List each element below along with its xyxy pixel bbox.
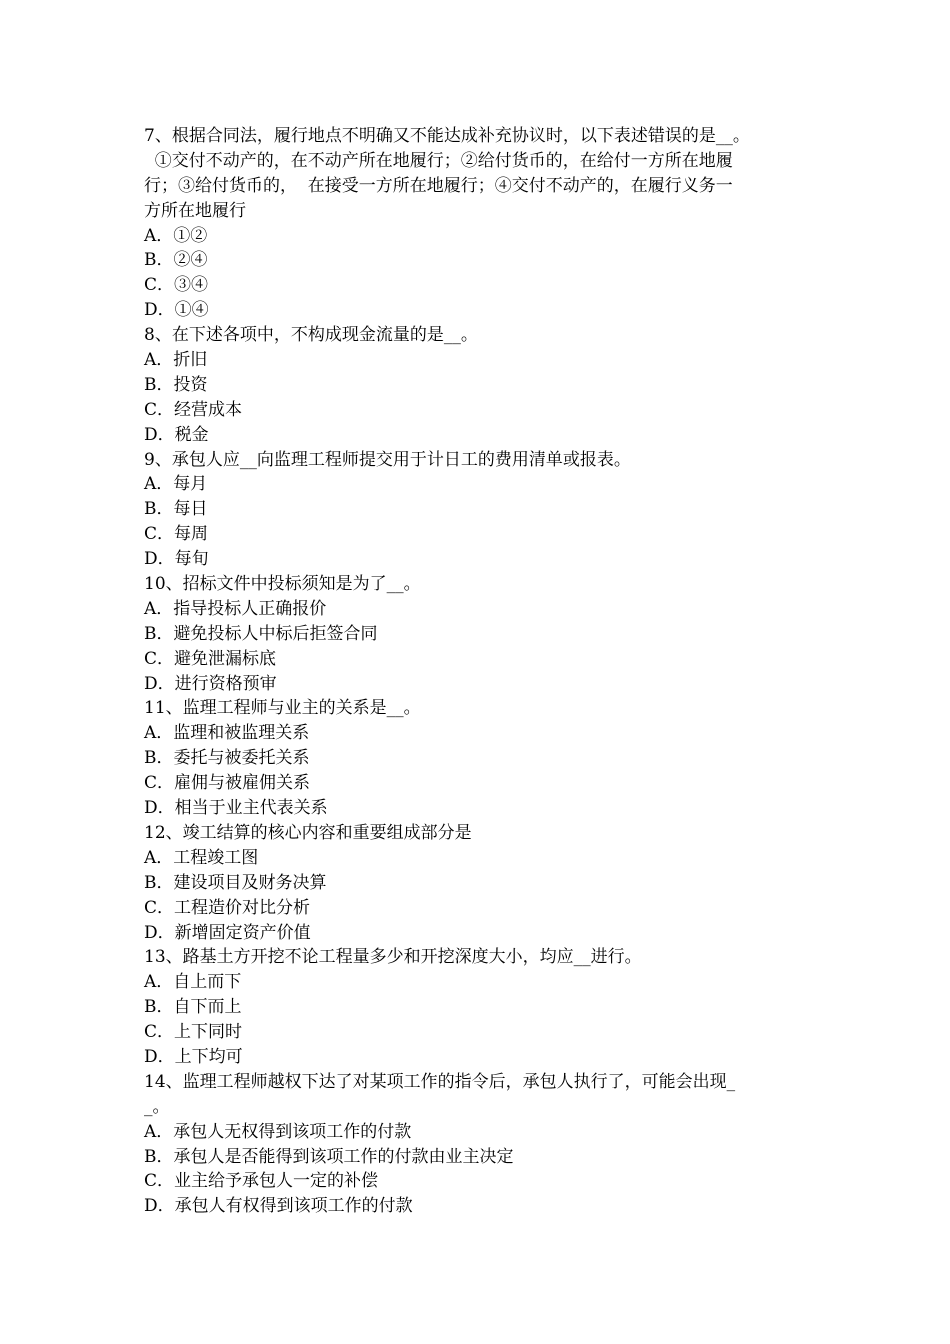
option-a: A．监理和被监理关系	[144, 723, 310, 744]
question-text-line: _。	[144, 1096, 170, 1117]
question-8	[144, 323, 812, 447]
option-d: D．承包人有权得到该项工作的付款	[144, 1196, 413, 1217]
option-c: C．避免泄漏标底	[144, 648, 277, 669]
option-d: D．进行资格预审	[144, 673, 277, 694]
question-10	[144, 572, 812, 696]
question-7	[144, 124, 812, 323]
question-14	[144, 1070, 812, 1219]
option-d: D．上下均可	[144, 1046, 243, 1067]
option-d: D．每旬	[144, 549, 209, 570]
question-text-line: 8、在下述各项中，不构成现金流量的是__。	[144, 325, 478, 346]
option-a: A．折旧	[144, 350, 208, 371]
option-b: B．自下而上	[144, 997, 242, 1018]
option-d: D．税金	[144, 424, 209, 445]
option-b: B．委托与被委托关系	[144, 748, 310, 769]
question-text-line: 9、承包人应__向监理工程师提交用于计日工的费用清单或报表。	[144, 449, 631, 470]
question-text-line: 10、招标文件中投标须知是为了__。	[144, 574, 421, 595]
option-d: D．相当于业主代表关系	[144, 798, 328, 819]
question-text-line: 11、监理工程师与业主的关系是__。	[144, 698, 421, 719]
option-a: A．承包人无权得到该项工作的付款	[144, 1121, 412, 1142]
option-b: B．避免投标人中标后拒签合同	[144, 623, 378, 644]
question-text-line: 方所在地履行	[144, 200, 246, 221]
question-list	[144, 124, 812, 1219]
question-text-line: 13、路基土方开挖不论工程量多少和开挖深度大小，均应__进行。	[144, 947, 642, 968]
option-a: A．①②	[144, 225, 208, 246]
option-b: B．②④	[144, 250, 208, 271]
option-c: C．经营成本	[144, 399, 243, 420]
option-a: A．自上而下	[144, 972, 242, 993]
option-c: C．上下同时	[144, 1022, 243, 1043]
option-a: A．工程竣工图	[144, 847, 259, 868]
option-b: B．投资	[144, 374, 208, 395]
question-text-line: ①交付不动产的，在不动产所在地履行；②给付货币的，在给付一方所在地履	[144, 150, 733, 171]
option-c: C．③④	[144, 275, 209, 296]
question-text-line: 12、竣工结算的核心内容和重要组成部分是	[144, 822, 472, 843]
option-d: D．①④	[144, 300, 209, 321]
option-b: B．建设项目及财务决算	[144, 872, 327, 893]
option-a: A．每月	[144, 474, 208, 495]
question-12	[144, 821, 812, 945]
option-c: C．工程造价对比分析	[144, 897, 311, 918]
option-b: B．每日	[144, 499, 208, 520]
option-a: A．指导投标人正确报价	[144, 598, 327, 619]
option-c: C．雇佣与被雇佣关系	[144, 773, 311, 794]
question-text-line: 14、监理工程师越权下达了对某项工作的指令后，承包人执行了，可能会出现_	[144, 1071, 736, 1092]
question-11	[144, 696, 812, 820]
option-d: D．新增固定资产价值	[144, 922, 311, 943]
option-b: B．承包人是否能得到该项工作的付款由业主决定	[144, 1146, 514, 1167]
option-c: C．每周	[144, 524, 209, 545]
question-13	[144, 945, 812, 1069]
question-9	[144, 448, 812, 572]
option-c: C．业主给予承包人一定的补偿	[144, 1171, 379, 1192]
question-text-line: 7、根据合同法，履行地点不明确又不能达成补充协议时，以下表述错误的是__。	[144, 126, 750, 146]
question-text-line: 行；③给付货币的， 在接受一方所在地履行；④交付不动产的，在履行义务一	[144, 175, 733, 196]
